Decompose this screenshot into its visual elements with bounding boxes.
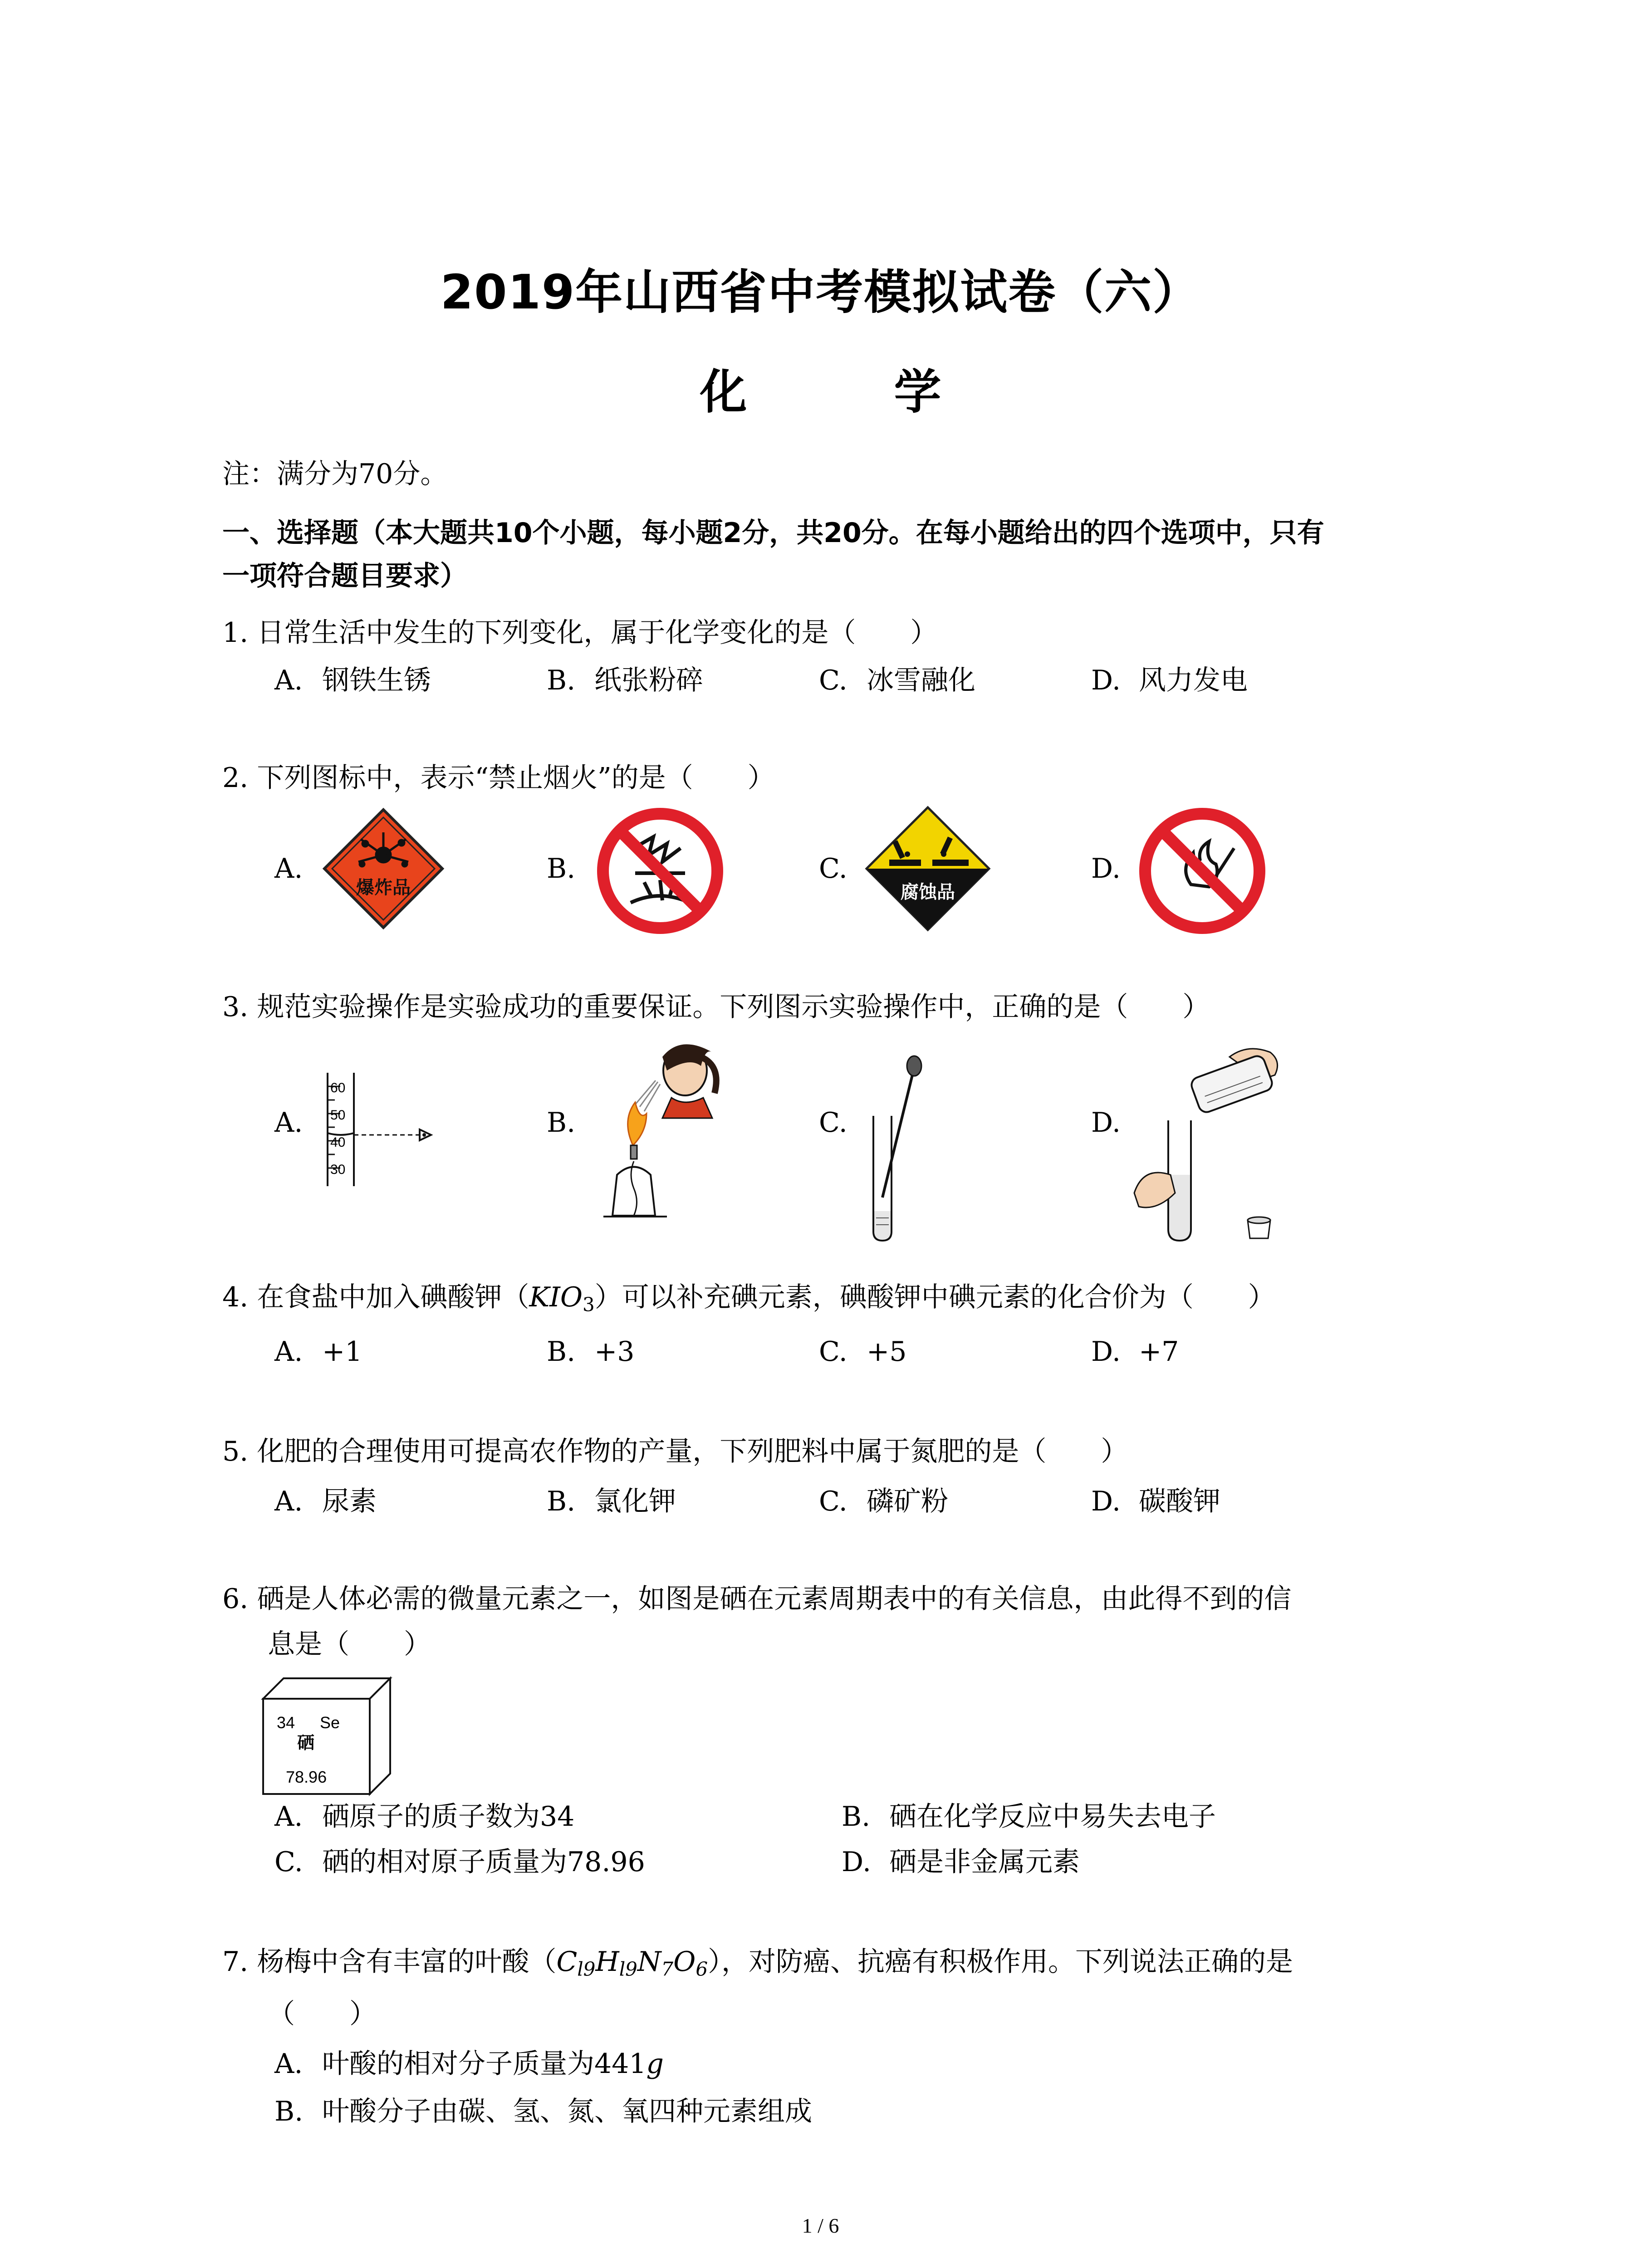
- corrosive-sign-label: 腐蚀品: [901, 882, 955, 903]
- q3-label-d: D.: [1091, 1107, 1121, 1139]
- graduated-cylinder-reading-icon: [322, 1070, 440, 1188]
- q2-label-c: C.: [819, 853, 847, 885]
- q5-option-b: B. 氯化钾: [547, 1486, 676, 1517]
- q7-option-a: A. 叶酸的相对分子质量为441g: [274, 2048, 664, 2080]
- score-note: 注：满分为70分。: [222, 458, 448, 490]
- question-3-stem: 3. 规范实验操作是实验成功的重要保证。下列图示实验操作中，正确的是（ ）: [222, 991, 1210, 1023]
- q2-label-a: A.: [274, 853, 303, 885]
- cylinder-tick-50: 50: [330, 1108, 346, 1123]
- element-mass: 78.96: [286, 1768, 327, 1786]
- pouring-liquid-icon: [1125, 1039, 1298, 1247]
- q7-option-b: B. 叶酸分子由碳、氢、氮、氧四种元素组成: [274, 2096, 812, 2127]
- question-7-stem-line1: 7. 杨梅中含有丰富的叶酸$(C_{l9}H_{l9}N_7O_6)$，对防癌、抗癌有积极作用。下列说法正确的是: [222, 1946, 1293, 1980]
- q6-option-c: C. 硒的相对原子质量为78.96: [274, 1846, 645, 1878]
- q3-label-b: B.: [547, 1107, 576, 1139]
- q6-option-d: D. 硒是非金属元素: [842, 1846, 1080, 1878]
- dropper-test-tube-icon: [864, 1052, 928, 1243]
- q1-option-d: D. 风力发电: [1091, 665, 1248, 696]
- selenium-element-card-icon: [259, 1674, 395, 1796]
- section-heading-line2: 一项符合题目要求）: [222, 560, 467, 592]
- q1-option-a: A. 钢铁生锈: [274, 665, 431, 696]
- q5-option-a: A. 尿素: [274, 1486, 377, 1517]
- q4-option-d: D. +7: [1091, 1336, 1179, 1368]
- question-2-stem: 2. 下列图标中，表示“禁止烟火”的是（ ）: [222, 762, 775, 794]
- no-open-flame-icon: [1136, 805, 1268, 937]
- element-name: 硒: [297, 1733, 315, 1753]
- q4-option-a: A. +1: [274, 1336, 362, 1368]
- q2-label-b: B.: [547, 853, 576, 885]
- question-5-stem: 5. 化肥的合理使用可提高农作物的产量，下列肥料中属于氮肥的是（ ）: [222, 1436, 1128, 1467]
- q1-option-b: B. 纸张粉碎: [547, 665, 703, 696]
- corrosive-sign-icon: [864, 805, 991, 932]
- q6-option-a: A. 硒原子的质子数为34: [274, 1801, 575, 1833]
- explosive-sign-label: 爆炸品: [356, 877, 411, 898]
- element-symbol: Se: [320, 1713, 340, 1732]
- cylinder-tick-60: 60: [330, 1080, 346, 1095]
- q4-option-b: B. +3: [547, 1336, 635, 1368]
- page-number: 1 / 6: [802, 2214, 839, 2237]
- q3-label-c: C.: [819, 1107, 847, 1139]
- exam-title: 2019年山西省中考模拟试卷（六）: [440, 264, 1201, 320]
- q1-option-c: C. 冰雪融化: [819, 665, 975, 696]
- q5-option-d: D. 碳酸钾: [1091, 1486, 1220, 1517]
- element-number: 34: [277, 1713, 295, 1732]
- section-heading-line1: 一、选择题（本大题共10个小题，每小题2分，共20分。在每小题给出的四个选项中，只有: [222, 517, 1324, 549]
- q2-label-d: D.: [1091, 853, 1121, 885]
- q6-option-b: B. 硒在化学反应中易失去电子: [842, 1801, 1216, 1833]
- cylinder-tick-30: 30: [330, 1162, 346, 1177]
- alcohol-lamp-blowing-icon: [590, 1039, 740, 1220]
- q4-option-c: C. +5: [819, 1336, 907, 1368]
- question-6-stem-line1: 6. 硒是人体必需的微量元素之一，如图是硒在元素周期表中的有关信息，由此得不到的信: [222, 1583, 1292, 1615]
- question-6-stem-line2: 息是（ ）: [268, 1628, 431, 1660]
- q3-label-a: A.: [274, 1107, 303, 1139]
- subject-heading: 化 学: [700, 364, 991, 420]
- question-4-stem: 4. 在食盐中加入碘酸钾$(KIO_3)$可以补充碘元素，碘酸钾中碘元素的化合价为（ ）: [222, 1281, 1275, 1316]
- question-1-stem: 1. 日常生活中发生的下列变化，属于化学变化的是（ ）: [222, 617, 938, 649]
- cylinder-tick-40: 40: [330, 1135, 346, 1150]
- question-7-stem-line2: （ ）: [268, 1998, 377, 2030]
- explosive-sign-icon: [322, 807, 445, 930]
- q5-option-c: C. 磷矿粉: [819, 1486, 948, 1517]
- no-fire-prohibition-icon: [594, 805, 726, 937]
